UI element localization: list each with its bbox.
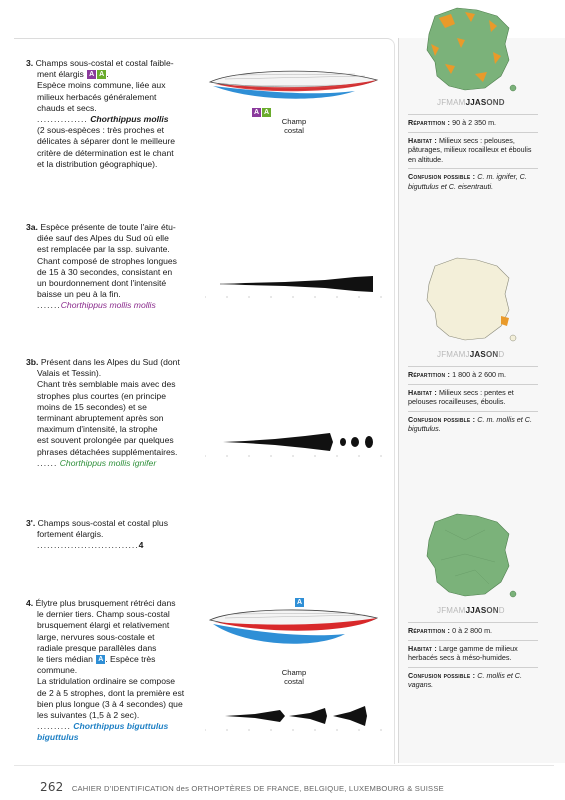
entry-number: 3. — [26, 58, 34, 68]
badge-a-blue: A — [98, 656, 104, 664]
key-entry-3a — [26, 222, 177, 312]
info-row-habitat — [408, 132, 538, 169]
entry-text: ment élargis — [37, 69, 84, 80]
distribution-map-mollis-mollis — [405, 254, 525, 344]
entry-text: un bourdonnement dont l'intensité — [37, 278, 167, 289]
info-value: 90 à 2 350 m. — [452, 118, 497, 127]
entry-text: Champs sous-costal et costal faible- — [35, 58, 174, 68]
entry-text: Élytre plus brusquement rétréci dans — [35, 598, 176, 608]
entry-text: est remplacée par la ssp. suivante. — [37, 244, 170, 255]
info-label: Confusion possible : — [408, 670, 476, 680]
entry-number: 3a. — [26, 222, 38, 232]
info-row-confusion — [408, 667, 538, 694]
entry-text: moins de 15 secondes) et se — [37, 401, 147, 412]
dot-leader: ....... — [37, 300, 61, 311]
info-row-repartition — [408, 622, 538, 640]
month-range: JJAS — [465, 98, 487, 107]
entry-text: commune. — [37, 665, 78, 676]
info-label: Habitat : — [408, 387, 437, 397]
entry-text: large, nervures sous-costale et — [37, 631, 155, 642]
phenology-months-1 — [437, 98, 505, 107]
footer-title: CAHIER D'IDENTIFICATION des ORTHOPTÈRES DE FRANCE, BELGIQUE, LUXEMBOURG & SUISSE — [71, 784, 444, 793]
sidebar-divider — [398, 38, 399, 763]
entry-text: maximum d'intensité, la strophe — [37, 424, 158, 435]
entry-number: 4. — [26, 598, 34, 608]
phenology-months-3 — [437, 606, 505, 615]
key-target-link[interactable]: 4 — [138, 540, 144, 551]
info-label: Confusion possible : — [408, 414, 476, 424]
key-entry-3b — [26, 357, 180, 469]
entry-text: terminant abruptement après son — [37, 413, 164, 424]
entry-text: . Espèce très — [105, 654, 156, 665]
entry-text: La stridulation ordinaire se compose — [37, 676, 176, 687]
info-value: Milieux secs : pentes et pelouses rocailleuses, éboulis. — [408, 387, 514, 406]
info-value: C. m. ignifer, C. biguttulus et C. eisentrauti. — [408, 172, 527, 191]
entry-text: diée sauf des Alpes du Sud où elle — [37, 233, 169, 244]
wing-caption-1 — [278, 117, 310, 135]
info-row-repartition — [408, 366, 538, 384]
info-value: C. mollis et C. vagans. — [408, 670, 522, 689]
entry-text: brusquement élargi et relativement — [37, 620, 170, 631]
dot-leader: ...... — [37, 457, 58, 468]
key-entry-4 — [26, 598, 184, 744]
info-row-confusion — [408, 411, 538, 438]
info-label: Répartition : — [408, 370, 451, 379]
info-row-repartition — [408, 114, 538, 132]
entry-text: Valais et Tessin). — [37, 368, 102, 379]
species-name: Chorthippus biguttulus — [73, 721, 169, 732]
entry-text: chauds et secs. — [37, 102, 97, 113]
entry-text: de 2 à 5 strophes, dont la première est — [37, 687, 185, 698]
entry-text: bien plus longue (3 à 4 secondes) que — [37, 698, 183, 709]
entry-text: Présent dans les Alpes du Sud (dont — [40, 357, 180, 367]
wing-illustration-mollis — [205, 62, 385, 112]
caption-line: costal — [284, 126, 304, 135]
entry-text: le dernier tiers. Champ sous-costal — [37, 609, 170, 620]
entry-text: critère de détermination est le chant — [37, 147, 174, 158]
species-name: Chorthippus mollis ignifer — [59, 457, 157, 468]
info-label: Habitat : — [408, 135, 437, 145]
entry-text: de 15 à 30 secondes, consistant en — [37, 266, 173, 277]
entry-text: Champs sous-costal et costal plus — [37, 518, 169, 528]
caption-line: Champ — [281, 668, 307, 677]
month-range: ON — [485, 350, 499, 359]
species-name: Chorthippus mollis — [90, 114, 169, 125]
info-value: C. m. mollis et C. biguttulus. — [408, 414, 532, 433]
page-footer — [40, 780, 444, 794]
entry-text: et la distribution géographique). — [37, 158, 158, 169]
month-range: ON — [486, 606, 499, 615]
wing-caption-2 — [278, 668, 310, 686]
entry-text: les suivantes (1,5 à 2 sec). — [37, 710, 140, 721]
distribution-map-biguttulus — [405, 510, 525, 600]
info-label: Répartition : — [408, 626, 451, 635]
key-entry-3-prime — [26, 518, 168, 552]
month-range: D — [498, 606, 505, 615]
entry-text: fortement élargis. — [37, 529, 104, 540]
entry-text: Espèce moins commune, liée aux — [37, 80, 166, 91]
month-range: JFMAMJ — [437, 350, 470, 359]
badge-a-blue: A — [296, 599, 303, 606]
info-value: 0 à 2 800 m. — [452, 626, 493, 635]
page-number: 262 — [40, 780, 64, 794]
species-info-1 — [408, 114, 538, 195]
badge-a-green: A — [99, 71, 105, 79]
entry-text: radiale presque parallèles dans — [37, 642, 157, 653]
species-info-2 — [408, 366, 538, 438]
entry-number: 3'. — [26, 518, 36, 528]
species-name: biguttulus — [37, 732, 79, 743]
month-range: JFMAM — [437, 606, 466, 615]
wing-illustration-biguttulus — [205, 604, 385, 654]
entry-text: phrases détachées supplémentaires. — [37, 446, 178, 457]
info-label: Répartition : — [408, 118, 451, 127]
entry-number: 3b. — [26, 357, 39, 367]
oscillogram-biguttulus — [205, 702, 385, 732]
species-info-3 — [408, 622, 538, 694]
badge-a-green: A — [263, 109, 270, 116]
month-range: D — [498, 350, 505, 359]
info-label: Habitat : — [408, 643, 437, 653]
info-value: Large gamme de milieux herbacés secs à méso-humides. — [408, 643, 518, 662]
entry-text: le tiers médian — [37, 654, 93, 665]
info-value: Milieux secs : pelouses, pâturages, milieux rocailleux et éboulis en altitude. — [408, 135, 532, 164]
badge-a-purple: A — [253, 109, 260, 116]
entry-text: est souvent prolongée par quelques — [37, 435, 174, 446]
month-range: JAS — [469, 350, 486, 359]
entry-text: Chant composé de strophes longues — [37, 255, 177, 266]
entry-text: délicates à séparer dont le meilleure — [37, 136, 176, 147]
entry-text: (2 sous-espèces : très proches et — [37, 125, 165, 136]
dot-leader: .......... — [37, 721, 71, 732]
badge-a-purple: A — [89, 71, 95, 79]
wing-badges-1 — [251, 102, 271, 120]
entry-text: baisse un peu à la fin. — [37, 289, 121, 300]
distribution-map-mollis — [405, 4, 525, 94]
species-name: Chorthippus mollis mollis — [60, 300, 156, 311]
info-value: 1 800 à 2 600 m. — [452, 370, 507, 379]
oscillogram-mollis-mollis — [205, 272, 385, 300]
key-entry-3: 3. Champs sous-costal et costal faible- ment élargis A A . Espèce moins commune, liée aux milieux herbacés généralement chauds et secs. ............... Chorthippus mollis (2 sous-espèces : très proches et délicates à séparer dont le meilleure critère de détermination est le chant et la distribution géographique). — [26, 58, 176, 169]
info-row-habitat — [408, 640, 538, 667]
entry-text: Chant très semblable mais avec des — [37, 379, 176, 390]
oscillogram-mollis-ignifer — [205, 428, 385, 458]
entry-text: strophes plus courtes (en principe — [37, 390, 166, 401]
info-row-habitat — [408, 384, 538, 411]
info-row-confusion — [408, 168, 538, 195]
phenology-months-2 — [437, 350, 504, 359]
month-range: JJAS — [465, 606, 487, 615]
dot-leader: ............... — [37, 114, 88, 125]
month-range: OND — [486, 98, 505, 107]
entry-text: milieux herbacés généralement — [37, 91, 157, 102]
dot-leader: .............................. — [37, 540, 139, 551]
info-label: Confusion possible : — [408, 172, 476, 181]
caption-line: Champ — [281, 117, 307, 126]
caption-line: costal — [284, 677, 304, 686]
footer-divider — [14, 765, 554, 766]
month-range: JFMAM — [437, 98, 466, 107]
entry-text: Espèce présente de toute l'aire étu- — [40, 222, 176, 232]
